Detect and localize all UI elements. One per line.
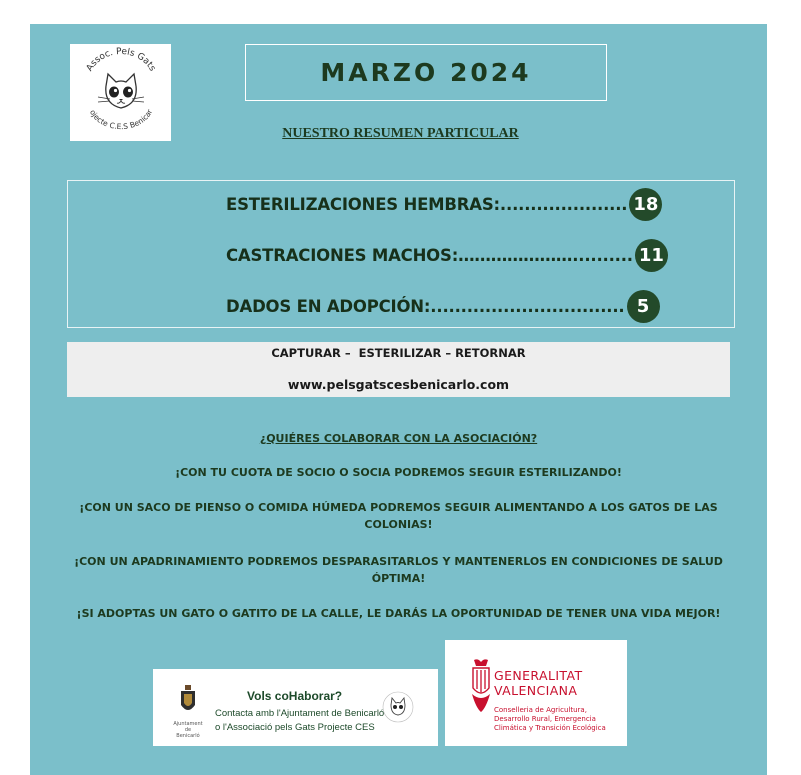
collaborate-point-line: COLONIAS! — [364, 518, 433, 531]
municipal-crest-icon — [180, 685, 196, 715]
contact-line-1: Contacta amb l'Ajuntament de Benicarló — [215, 708, 385, 719]
footer-generalitat-box — [445, 640, 627, 746]
generalitat-emblem-icon — [470, 658, 492, 714]
collaborate-title: Vols coHaborar? — [247, 689, 343, 703]
footer-benicarlo-box — [153, 669, 438, 746]
svg-text:Assoc. Pels Gats — [85, 47, 157, 74]
collaborate-point — [30, 553, 767, 587]
collaborate-point-line: ¡CON UN SACO DE PIENSO O COMIDA HÚMEDA PODREMOS SEGUIR ALIMENTANDO A LOS GATOS DE LAS — [79, 501, 718, 514]
logo-top-text: Assoc. Pels Gats — [84, 46, 158, 74]
collaborate-point-line: ÓPTIMA! — [371, 572, 426, 585]
stat-value-badge: 11 — [635, 239, 668, 272]
stat-value-badge: 5 — [627, 290, 660, 323]
collaborate-question: ¿QUIÉRES COLABORAR CON LA ASOCIACIÓN? — [259, 432, 538, 445]
stat-row-adoptions — [226, 290, 660, 322]
stat-row-sterilizations-females — [226, 188, 662, 220]
page-subtitle: NUESTRO RESUMEN PARTICULAR — [282, 126, 519, 141]
crest-label: Ajuntament de Benicarló — [173, 721, 203, 739]
stat-label: ESTERILIZACIONES HEMBRAS:..................... — [226, 194, 628, 214]
collaborate-point-line: ¡CON TU CUOTA DE SOCIO O SOCIA PODREMOS SEGUIR ESTERILIZANDO! — [175, 466, 622, 479]
collaborate-point — [30, 464, 767, 481]
generalitat-department: Conselleria de Agricultura, Desarrollo Rural, Emergencia Climática y Transición Ecológica — [494, 706, 606, 732]
collaborate-point-line: ¡CON UN APADRINAMIENTO PODREMOS DESPARASITARLOS Y MANTENERLOS EN CONDICIONES DE SALUD — [74, 555, 723, 568]
stat-label: DADOS EN ADOPCIÓN:................................ — [226, 296, 625, 316]
collaborate-point-line: ¡SI ADOPTAS UN GATO O GATITO DE LA CALLE, LE DARÁS LA OPORTUNIDAD DE TENER UNA VIDA MEJOR! — [76, 607, 721, 620]
contact-line-2: o l'Associació pels Gats Projecte CES — [215, 722, 375, 733]
cat-logo-icon — [381, 685, 415, 729]
generalitat-name: GENERALITAT VALENCIANA — [494, 668, 583, 698]
collaborate-point — [30, 499, 767, 533]
stat-row-castrations-males — [226, 239, 668, 271]
website-link[interactable]: www.pelsgatscesbenicarlo.com — [287, 377, 510, 392]
cer-slogan: CAPTURAR – ESTERILIZAR – RETORNAR — [271, 346, 526, 360]
title-box — [245, 44, 607, 101]
stat-label: CASTRACIONES MACHOS:………………….......... — [226, 245, 633, 265]
logo-bottom-text: ojecte C.E.S Benicar — [87, 107, 155, 132]
cer-box — [67, 342, 730, 397]
collaborate-point — [30, 605, 767, 622]
page-title: MARZO 2024 — [320, 58, 532, 87]
stat-value-badge: 18 — [629, 188, 662, 221]
